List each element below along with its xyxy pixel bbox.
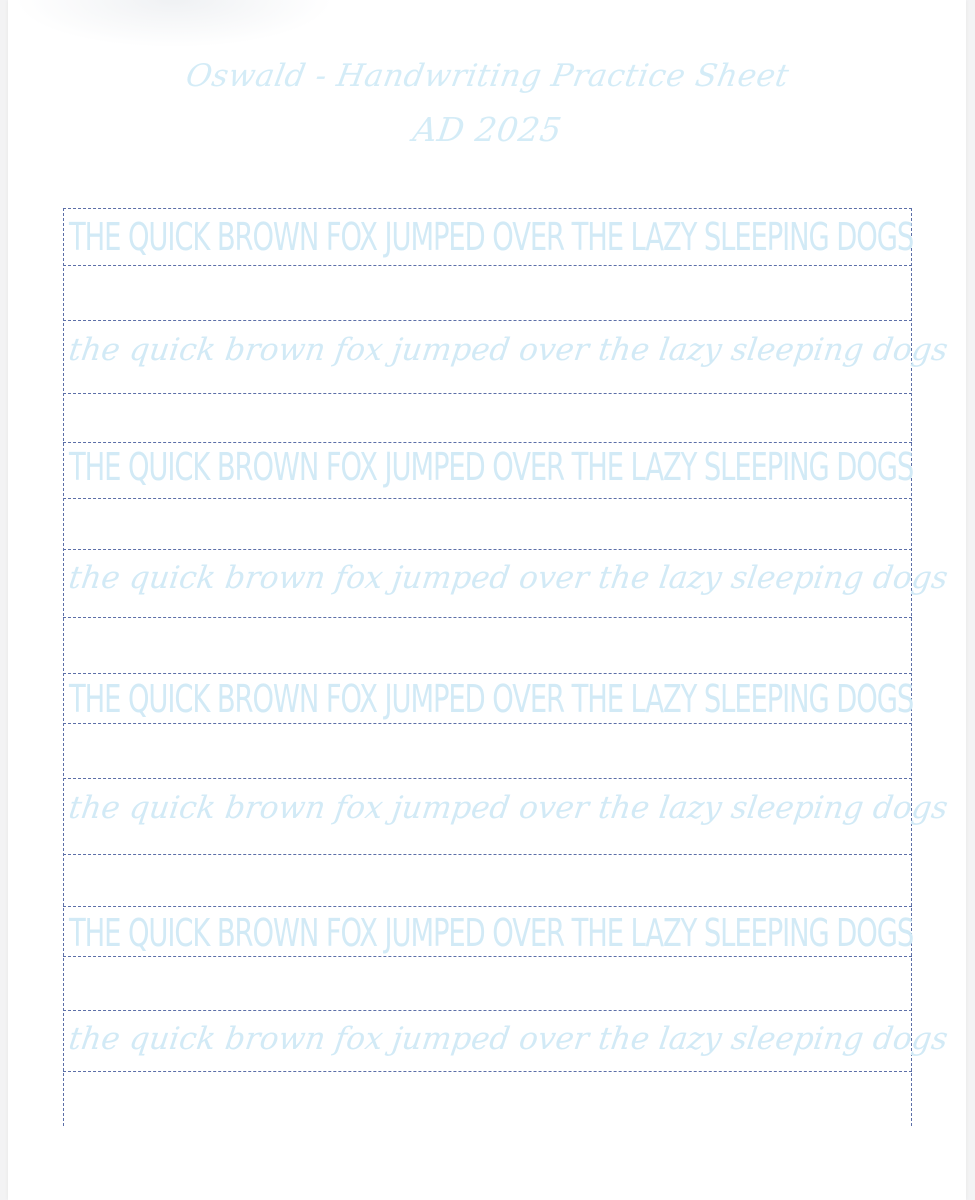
rule-line (63, 778, 912, 779)
page-corner-shadow (14, 0, 334, 48)
rule-line (63, 906, 912, 907)
rule-line (63, 498, 912, 499)
trace-line-uppercase: THE QUICK BROWN FOX JUMPED OVER THE LAZY SLEEPING DOGS (69, 677, 914, 721)
rule-line (63, 208, 912, 209)
rule-line (63, 723, 912, 724)
trace-line-lowercase: the quick brown fox jumped over the lazy sleeping dogs (66, 790, 951, 826)
rule-line (63, 673, 912, 674)
sheet-title: Oswald - Handwriting Practice Sheet (183, 58, 792, 94)
rule-line (63, 320, 912, 321)
rule-line (63, 442, 912, 443)
rule-line (63, 617, 912, 618)
trace-line-uppercase: THE QUICK BROWN FOX JUMPED OVER THE LAZY SLEEPING DOGS (69, 911, 914, 955)
left-margin-line (63, 208, 64, 1126)
rule-line (63, 549, 912, 550)
practice-grid (63, 208, 951, 1126)
rule-line (63, 393, 912, 394)
rule-line (63, 1010, 912, 1011)
rule-line (63, 1071, 912, 1072)
trace-line-lowercase: the quick brown fox jumped over the lazy sleeping dogs (66, 560, 951, 596)
trace-line-lowercase: the quick brown fox jumped over the lazy sleeping dogs (66, 332, 951, 368)
trace-line-uppercase: THE QUICK BROWN FOX JUMPED OVER THE LAZY SLEEPING DOGS (69, 445, 914, 489)
rule-line (63, 956, 912, 957)
rule-line (63, 265, 912, 266)
sheet-subtitle: AD 2025 (410, 110, 565, 149)
rule-line (63, 854, 912, 855)
trace-line-lowercase: the quick brown fox jumped over the lazy sleeping dogs (66, 1021, 951, 1057)
trace-line-uppercase: THE QUICK BROWN FOX JUMPED OVER THE LAZY SLEEPING DOGS (69, 215, 914, 259)
